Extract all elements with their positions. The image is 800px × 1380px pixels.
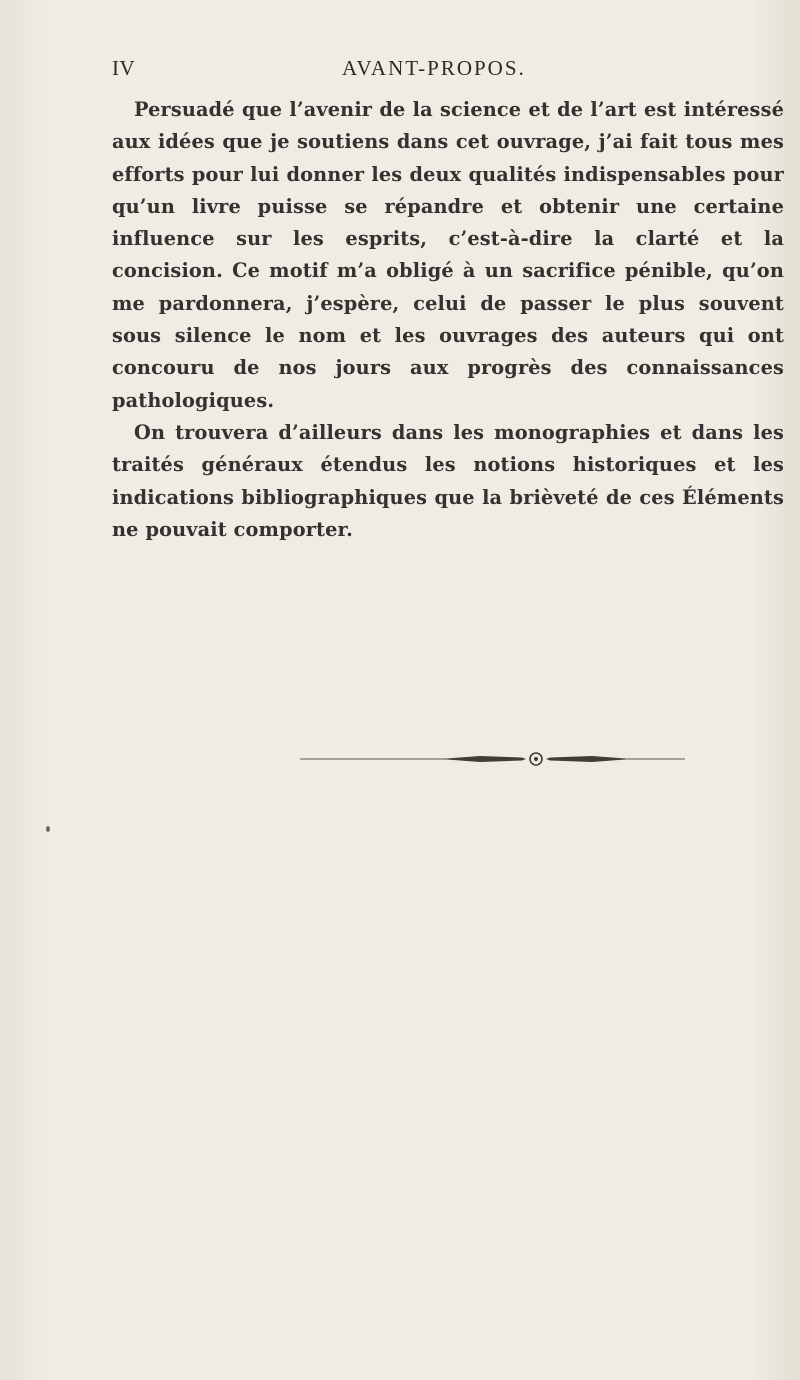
paragraph-2: On trouvera d’ailleurs dans les monographies et dans les traités généraux étendus les notions historiques et les indications bibliographiques que la brièveté de ces Éléments ne pouvait comporter. — [112, 420, 784, 541]
body-text — [112, 94, 784, 546]
running-head — [112, 56, 784, 86]
tailpiece-rule-ornament-icon — [300, 748, 685, 770]
running-title: AVANT-PROPOS. — [342, 56, 526, 80]
paragraph-1: Persuadé que l’avenir de la science et de l’art est intéressé aux idées que je soutiens dans cet ouvrage, j’ai fait tous mes efforts pour lui donner les deux qualités indispensables pour qu’un livre puisse se répandre et obtenir une certaine influence sur les esprits, c’est-à-dire la clarté et la concision. Ce motif m’a obligé à un sacrifice pénible, qu’on me pardonnera, j’espère, celui de passer le plus souvent sous silence le nom et les ouvrages des auteurs qui ont concouru de nos jours aux progrès des connaissances pathologiques. — [112, 98, 784, 412]
paper-speck — [46, 826, 50, 832]
page-number: IV — [112, 56, 136, 80]
